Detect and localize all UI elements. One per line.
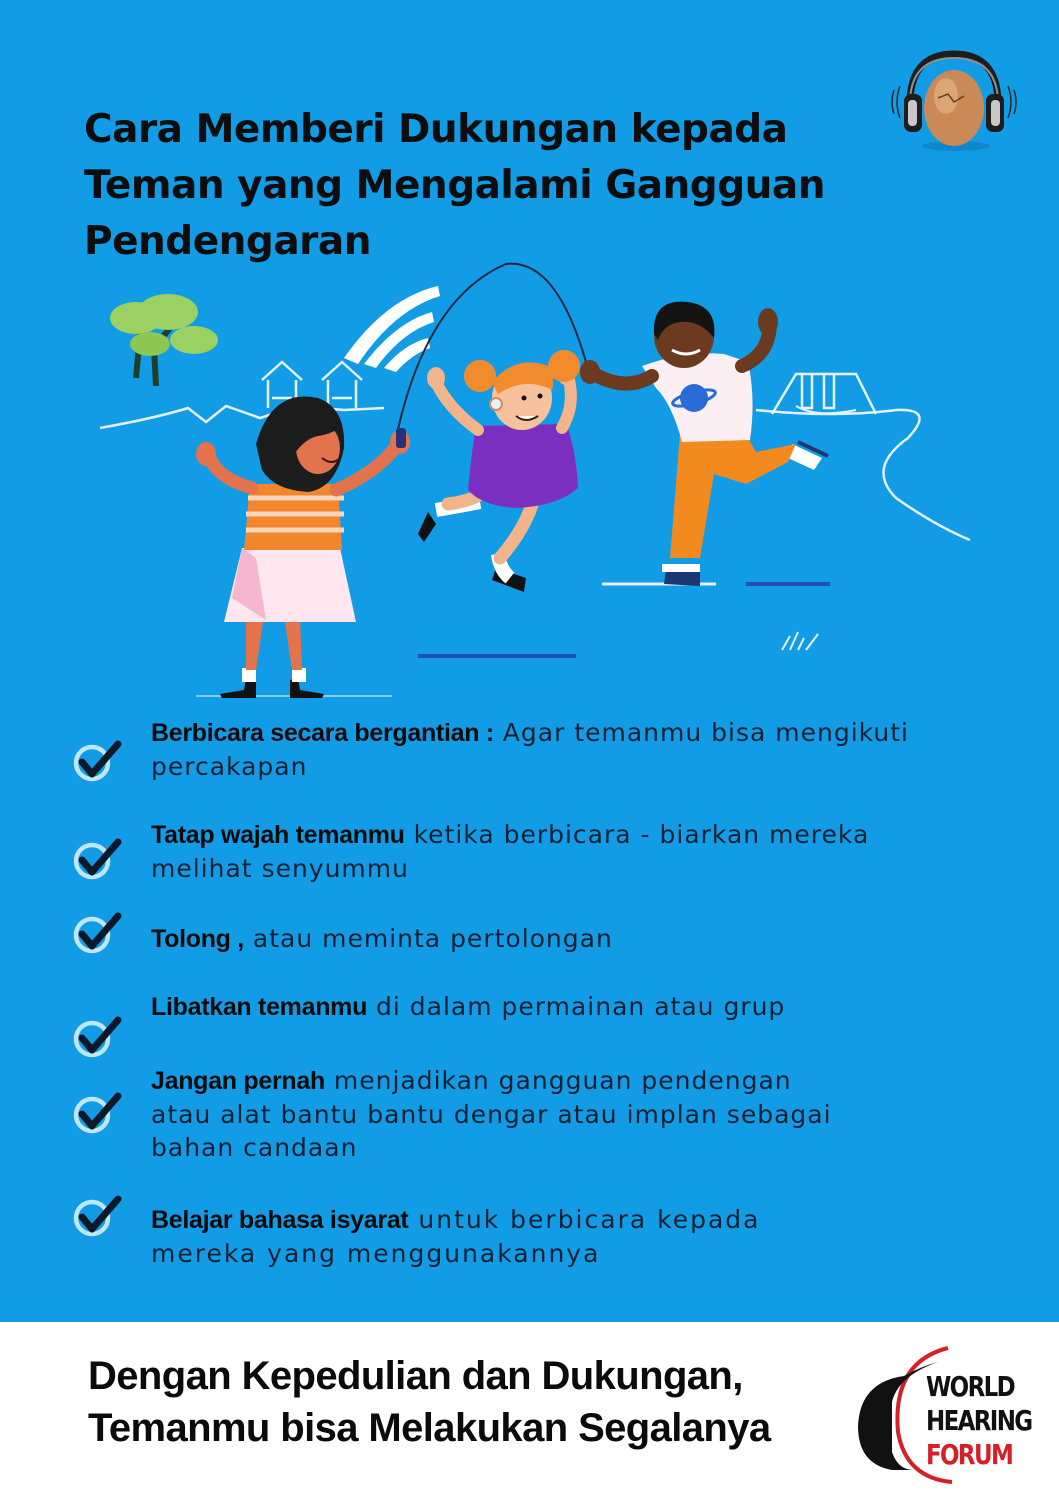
title-line-3: Pendengaran xyxy=(84,219,371,264)
tree-illustration xyxy=(110,294,218,386)
title-line-1: Cara Memberi Dukungan kepada xyxy=(84,107,788,152)
girl-with-striped-shirt xyxy=(196,396,410,698)
tip-bold: Tatap wajah temanmu xyxy=(151,821,405,849)
logo-word-world: WORLD xyxy=(926,1370,1015,1403)
tip-description: atau meminta pertolongan xyxy=(243,924,613,953)
circle-check-icon xyxy=(70,1090,124,1136)
girl-with-hearing-aid xyxy=(418,350,592,592)
tip-text xyxy=(151,922,951,956)
tip-bold: Libatkan temanmu xyxy=(151,993,368,1021)
page-title xyxy=(84,102,884,270)
tip-bold: Tolong , xyxy=(151,925,244,953)
circle-check-icon xyxy=(70,836,124,882)
tip-text xyxy=(151,818,951,885)
tip-text xyxy=(151,990,951,1024)
tip-text xyxy=(151,1203,851,1270)
tip-bold: Jangan pernah xyxy=(151,1067,325,1095)
tip-description: di dalam permainan atau grup xyxy=(367,992,786,1021)
logo-word-hearing: HEARING xyxy=(926,1404,1032,1437)
tip-description: Agar temanmu bisa mengikuti percakapan xyxy=(151,718,909,781)
tip-text xyxy=(151,1064,851,1164)
children-jumping-rope-illustration xyxy=(96,258,976,708)
sound-waves-graphic xyxy=(344,286,440,372)
circle-check-icon xyxy=(70,1014,124,1060)
footer-slogan xyxy=(88,1350,848,1454)
tip-bold: Berbicara secara bergantian : xyxy=(151,719,494,747)
slogan-line-2: Temanmu bisa Melakukan Segalanya xyxy=(88,1406,771,1450)
world-hearing-forum-wordmark xyxy=(926,1370,1031,1472)
circle-check-icon xyxy=(70,1193,124,1239)
tip-description: menjadikan gangguan pendengan atau alat bantu bantu dengar atau implan sebagai bahan candaan xyxy=(151,1066,832,1162)
egg-with-headphones-icon xyxy=(888,48,1020,158)
logo-word-forum: FORUM xyxy=(926,1438,1013,1471)
slogan-line-1: Dengan Kepedulian dan Dukungan, xyxy=(88,1354,743,1398)
tip-text xyxy=(151,716,951,783)
tip-description: untuk berbicara kepada mereka yang menggunakannya xyxy=(151,1205,761,1268)
title-line-2: Teman yang Mengalami Gangguan xyxy=(84,163,825,208)
circle-check-icon xyxy=(70,910,124,956)
tip-bold: Belajar bahasa isyarat xyxy=(151,1206,409,1234)
tip-description: ketika berbicara - biarkan mereka melihat senyummu xyxy=(151,820,870,883)
boy-with-planet-shirt xyxy=(580,302,828,586)
circle-check-icon xyxy=(70,738,124,784)
